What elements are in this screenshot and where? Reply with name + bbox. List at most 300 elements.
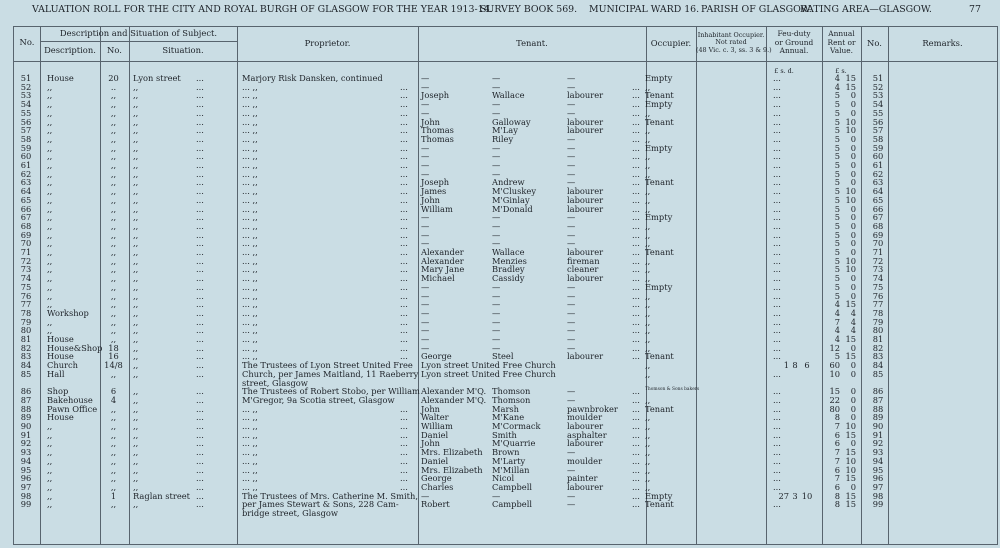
- cell-occ: ,,: [645, 412, 651, 423]
- cell-num: ,,: [110, 464, 117, 475]
- cell-desc: ,,: [47, 429, 53, 440]
- cell-tf: James: [421, 186, 447, 197]
- cell-tf: —: [421, 229, 430, 240]
- cell-rs: 0: [850, 238, 856, 249]
- cell-sit: ,,: [133, 177, 139, 188]
- cell-desc: ,,: [47, 447, 53, 458]
- cell-inh: ...: [773, 125, 781, 136]
- cell-ts: —: [492, 160, 501, 170]
- page-number: 77: [969, 4, 981, 15]
- cell-sit: ,,: [133, 360, 139, 371]
- cell-rno: 72: [872, 255, 884, 266]
- cell-num: ,,: [110, 421, 117, 431]
- cell-td: ...: [632, 281, 640, 292]
- cell-to: —: [567, 212, 576, 223]
- cell-to: —: [567, 220, 576, 231]
- cell-pd: ...: [400, 142, 408, 153]
- col-proprietor: Proprietor.: [304, 38, 351, 48]
- cell-to: fireman: [567, 255, 600, 266]
- cell-prop: ... ,,: [242, 177, 258, 188]
- cell-desc: ,,: [47, 168, 53, 179]
- cell-rs: 0: [850, 160, 856, 170]
- cell-desc: ,,: [47, 90, 53, 101]
- cell-desc: ,,: [47, 133, 53, 144]
- col-description: Description.: [44, 45, 96, 55]
- cell-num: 4: [110, 394, 117, 405]
- cell-occ: ,,: [645, 186, 651, 197]
- cell-prop: The Trustees of Mrs. Catherine M. Smith,: [242, 490, 418, 501]
- cell-no: 71: [20, 247, 32, 257]
- cell-num: ,,: [110, 142, 117, 153]
- cell-dots: ...: [196, 490, 204, 501]
- cell-inh: ...: [773, 273, 781, 284]
- cell-tf: —: [421, 307, 430, 318]
- cell-dots: ...: [196, 403, 204, 414]
- cell-dots: ...: [196, 455, 204, 466]
- cell-tf: Joseph: [421, 90, 450, 101]
- table-row: [0, 370, 1000, 379]
- cell-sit: ,,: [133, 447, 139, 458]
- cell-inh: ...: [773, 299, 781, 310]
- cell-rno: 56: [872, 116, 884, 127]
- cell-rl: 8: [834, 499, 840, 510]
- cell-prop: ... ,,: [242, 247, 258, 257]
- cell-pd: ...: [400, 429, 408, 440]
- cell-occ: ,,: [645, 481, 651, 492]
- cell-to: —: [567, 290, 576, 301]
- cell-ts: —: [492, 73, 501, 83]
- table-row: [0, 205, 1000, 214]
- cell-desc: ,,: [47, 203, 53, 214]
- cell-num: ,,: [110, 290, 117, 301]
- cell-desc: ,,: [47, 212, 53, 223]
- cell-to: labourer: [567, 481, 604, 492]
- cell-prop: ... ,,: [242, 133, 258, 144]
- cell-dots: ...: [196, 316, 204, 327]
- cell-dots: ...: [196, 264, 204, 275]
- cell-num: ,,: [110, 238, 117, 249]
- cell-dots: ...: [196, 412, 204, 423]
- cell-desc: ,,: [47, 473, 53, 484]
- cell-rl: 4: [834, 334, 840, 344]
- cell-rs: 10: [845, 194, 856, 205]
- cell-rno: 51: [872, 73, 884, 83]
- cell-prop: ... ,,: [242, 81, 258, 92]
- cell-to: painter: [567, 473, 598, 484]
- cell-rl: 7: [834, 447, 840, 458]
- cell-ts: M'Ginlay: [492, 194, 530, 205]
- cell-ts: Bradley: [492, 264, 525, 275]
- cell-ts: Galloway: [492, 116, 531, 127]
- cell-num: ,,: [110, 447, 117, 458]
- cell-sit: ,,: [133, 238, 139, 249]
- cell-desc: ,,: [47, 299, 53, 310]
- cell-rs: 10: [845, 464, 856, 475]
- cell-rl: 5: [834, 125, 840, 136]
- cell-rl: 12: [829, 342, 840, 353]
- cell-occ: Empty: [645, 212, 673, 223]
- cell-rs: 10: [845, 116, 856, 127]
- cell-tf: —: [421, 281, 430, 292]
- cell-prop: ... ,,: [242, 125, 258, 136]
- cell-dots: ...: [196, 394, 204, 405]
- cell-pd: ...: [400, 194, 408, 205]
- cell-desc: ,,: [47, 325, 53, 336]
- cell-rl: 5: [834, 194, 840, 205]
- table-row: [0, 91, 1000, 100]
- cell-prop: ... ,,: [242, 351, 258, 362]
- cell-num: 18: [108, 342, 119, 353]
- cell-rno: 73: [872, 264, 884, 275]
- cell-to: pawnbroker: [567, 403, 618, 414]
- cell-desc: ,,: [47, 125, 53, 136]
- cell-tf: —: [421, 342, 430, 353]
- cell-rno: 99: [872, 499, 884, 510]
- cell-tf: —: [421, 220, 430, 231]
- cell-pd: ...: [400, 447, 408, 458]
- cell-pd: ...: [400, 273, 408, 284]
- cell-num: ,,: [110, 273, 117, 284]
- cell-pd: ...: [400, 325, 408, 336]
- table-row: [0, 152, 1000, 161]
- cell-desc: ,,: [47, 99, 53, 110]
- cell-tf: Alexander M'Q.: [421, 394, 487, 405]
- cell-tf: Michael: [421, 273, 455, 284]
- cell-desc: ,,: [47, 281, 53, 292]
- cell-num: ,,: [110, 125, 117, 136]
- cell-rno: 97: [872, 481, 884, 492]
- cell-rs: 15: [845, 334, 856, 344]
- cell-rl: 7: [834, 455, 840, 466]
- cell-ts: Thomson: [492, 394, 531, 405]
- cell-no: 93: [20, 447, 32, 458]
- cell-num: ,,: [110, 499, 117, 510]
- cell-dots: ...: [196, 464, 204, 475]
- cell-to: —: [567, 342, 576, 353]
- cell-td: ...: [632, 160, 640, 170]
- cell-no: 79: [20, 316, 32, 327]
- cell-feu: 27: [778, 490, 789, 501]
- cell-rl: 5: [834, 351, 840, 362]
- cell-prop: ... ,,: [242, 455, 258, 466]
- cell-occ: ,,: [645, 316, 651, 327]
- cell-to: —: [567, 490, 576, 501]
- cell-rl: 4: [834, 307, 840, 318]
- cell-inh: ...: [773, 73, 781, 83]
- cell-rs: 15: [845, 351, 856, 362]
- cell-sit: ,,: [133, 290, 139, 301]
- cell-dots: ...: [196, 212, 204, 223]
- cell-sit: ,,: [133, 412, 139, 423]
- cell-pd: ...: [400, 90, 408, 101]
- cell-ts: Campbell: [492, 499, 533, 510]
- cell-occ: ,,: [645, 125, 651, 136]
- cell-dots: ...: [196, 429, 204, 440]
- cell-rno: 63: [872, 177, 884, 188]
- cell-rs: 10: [845, 421, 856, 431]
- cell-rno: 88: [872, 403, 884, 414]
- cell-pd: ...: [400, 473, 408, 484]
- cell-sit: ,,: [133, 394, 139, 405]
- cell-no: 57: [20, 125, 32, 136]
- cell-to: —: [567, 499, 576, 510]
- table-row: [0, 309, 1000, 318]
- cell-occ: Tenant: [645, 177, 674, 188]
- cell-to: labourer: [567, 421, 604, 431]
- cell-inh: ...: [773, 151, 781, 162]
- cell-td: ...: [632, 447, 640, 458]
- cell-rs: 0: [850, 99, 856, 110]
- cell-td: ...: [632, 490, 640, 501]
- cell-sit: ,,: [133, 194, 139, 205]
- cell-num: ,,: [110, 255, 117, 266]
- cell-ts: —: [492, 316, 501, 327]
- cell-rno: 83: [872, 351, 884, 362]
- cell-num: ,,: [110, 203, 117, 214]
- cell-rno: 59: [872, 142, 884, 153]
- cell-inh: ...: [773, 247, 781, 257]
- cell-td: ...: [632, 90, 640, 101]
- cell-prop: ... ,,: [242, 229, 258, 240]
- cell-tf: John: [421, 116, 441, 127]
- cell-num: ,,: [110, 99, 117, 110]
- cell-dots: ...: [196, 151, 204, 162]
- cell-sit: ,,: [133, 247, 139, 257]
- cell-no: 54: [20, 99, 32, 110]
- cell-occ: ,,: [645, 429, 651, 440]
- cell-num: ,,: [110, 307, 117, 318]
- cell-ts: —: [492, 220, 501, 231]
- cell-td: ...: [632, 186, 640, 197]
- cell-prop: ... ,,: [242, 212, 258, 223]
- cell-ts: Wallace: [492, 90, 525, 101]
- cell-prop: ... ,,: [242, 307, 258, 318]
- cell-td: ...: [632, 142, 640, 153]
- cell-tf: Robert: [421, 499, 450, 510]
- cell-dots: ...: [196, 438, 204, 449]
- cell-tf: John: [421, 403, 441, 414]
- cell-ts: Andrew: [492, 177, 525, 188]
- cell-tf: —: [421, 490, 430, 501]
- cell-dots: ...: [196, 186, 204, 197]
- cell-no: 90: [20, 421, 32, 431]
- cell-rl: 5: [834, 255, 840, 266]
- cell-dots: ...: [196, 81, 204, 92]
- cell-prop: ... ,,: [242, 255, 258, 266]
- cell-rl: 6: [834, 438, 840, 449]
- cell-td: ...: [632, 455, 640, 466]
- cell-inh: ...: [773, 212, 781, 223]
- cell-rno: 58: [872, 133, 884, 144]
- cell-to: —: [567, 299, 576, 310]
- cell-occ: ,,: [645, 255, 651, 266]
- cell-no: 88: [20, 403, 32, 414]
- cell-sit: ,,: [133, 281, 139, 292]
- cell-to: labourer: [567, 186, 604, 197]
- cell-td: ...: [632, 334, 640, 344]
- cell-td: ...: [632, 255, 640, 266]
- col-inhabitant-occupier: Inhabitant Occupier. Not rated (48 Vic. c. 3, ss. 3 & 9.): [696, 31, 772, 54]
- cell-td: ...: [632, 316, 640, 327]
- cell-rno: 60: [872, 151, 884, 162]
- cell-desc: ,,: [47, 455, 53, 466]
- cell-to: —: [567, 168, 576, 179]
- cell-no: 82: [20, 342, 32, 353]
- cell-dots: ...: [196, 499, 204, 510]
- cell-dots: ...: [196, 116, 204, 127]
- cell-rs: 15: [845, 499, 856, 510]
- cell-rs: 0: [850, 212, 856, 223]
- cell-pd: ...: [400, 464, 408, 475]
- cell-prop: ... ,,: [242, 473, 258, 484]
- table-row: [0, 100, 1000, 109]
- cell-desc: ,,: [47, 238, 53, 249]
- cell-rl: 7: [834, 316, 840, 327]
- cell-pd: ...: [400, 247, 408, 257]
- cell-td: ...: [632, 151, 640, 162]
- cell-td: ...: [632, 342, 640, 353]
- cell-sit: ,,: [133, 133, 139, 144]
- cell-prop: ... ,,: [242, 342, 258, 353]
- cell-rno: 76: [872, 290, 884, 301]
- cell-td: ...: [632, 264, 640, 275]
- cell-rl: 60: [829, 360, 840, 371]
- cell-num: ,,: [110, 116, 117, 127]
- cell-no: 85: [20, 368, 32, 379]
- cell-num: ,,: [110, 281, 117, 292]
- cell-occ: ,,: [645, 133, 651, 144]
- cell-no: 89: [20, 412, 32, 423]
- cell-prop: ... ,,: [242, 238, 258, 249]
- cell-rl: 5: [834, 238, 840, 249]
- cell-td: ...: [632, 386, 640, 397]
- cell-rs: 0: [850, 281, 856, 292]
- cell-prop: ... ,,: [242, 447, 258, 458]
- cell-dots: ...: [196, 299, 204, 310]
- cell-inh: ...: [773, 290, 781, 301]
- cell-dots: ...: [196, 107, 204, 118]
- cell-desc: ,,: [47, 160, 53, 170]
- cell-num: ,,: [110, 194, 117, 205]
- cell-pd: ...: [400, 307, 408, 318]
- cell-to: cleaner: [567, 264, 599, 275]
- cell-ts: Nicol: [492, 473, 515, 484]
- municipal-ward: MUNICIPAL WARD 16.: [589, 4, 700, 15]
- cell-desc: ,,: [47, 177, 53, 188]
- cell-no: 98: [20, 490, 32, 501]
- cell-sit: ,,: [133, 403, 139, 414]
- cell-rno: 80: [872, 325, 884, 336]
- cell-no: 87: [20, 394, 32, 405]
- cell-no: 73: [20, 264, 32, 275]
- cell-ts: —: [492, 290, 501, 301]
- cell-to: —: [567, 238, 576, 249]
- cell-td: ...: [632, 403, 640, 414]
- cell-pd: ...: [400, 186, 408, 197]
- cell-no: 86: [20, 386, 32, 397]
- table-row: [0, 161, 1000, 170]
- cell-occ: ,,: [645, 229, 651, 240]
- cell-tf: Alexander: [421, 247, 464, 257]
- col-situation: Situation.: [162, 45, 204, 55]
- cell-td: ...: [632, 220, 640, 231]
- cell-occ: ,,: [645, 264, 651, 275]
- cell-no: 99: [20, 499, 32, 510]
- cell-prop: ... ,,: [242, 273, 258, 284]
- cell-no: 74: [20, 273, 32, 284]
- cell-occ: Empty: [645, 490, 673, 501]
- cell-rl: 8: [834, 412, 840, 423]
- cell-rs: 4: [850, 307, 856, 318]
- cell-sit: Lyon street: [133, 73, 181, 83]
- cell-dots: ...: [196, 220, 204, 231]
- cell-to: —: [567, 81, 576, 92]
- cell-desc: Pawn Office: [47, 403, 98, 414]
- cell-dots: ...: [196, 273, 204, 284]
- cell-prop: ... ,,: [242, 464, 258, 475]
- cell-occ: ,,: [645, 168, 651, 179]
- cell-desc: ,,: [47, 290, 53, 301]
- cell-prop: ... ,,: [242, 168, 258, 179]
- cell-rno: 77: [872, 299, 884, 310]
- cell-rl: 5: [834, 99, 840, 110]
- cell-rs: 0: [850, 273, 856, 284]
- cell-no: 97: [20, 481, 32, 492]
- cell-prop: ... ,,: [242, 90, 258, 101]
- cell-desc: ,,: [47, 116, 53, 127]
- cell-rs: 0: [850, 229, 856, 240]
- cell-rl: 5: [834, 133, 840, 144]
- cell-tf: —: [421, 168, 430, 179]
- cell-desc: ,,: [47, 499, 53, 510]
- cell-occ: Empty: [645, 73, 673, 83]
- cell-no: 63: [20, 177, 32, 188]
- cell-no: 58: [20, 133, 32, 144]
- cell-sit: ,,: [133, 255, 139, 266]
- col-no: No.: [19, 37, 35, 47]
- cell-occ: ,,: [645, 273, 651, 284]
- cell-desc: House: [47, 73, 74, 83]
- cell-no: 77: [20, 299, 32, 310]
- cell-num: ,,: [110, 107, 117, 118]
- cell-no: 52: [20, 81, 32, 92]
- cell-no: 55: [20, 107, 32, 118]
- cell-num: ,,: [110, 316, 117, 327]
- cell-rl: 8: [834, 490, 840, 501]
- cell-sit: ,,: [133, 351, 139, 362]
- cell-prop: ... ,,: [242, 403, 258, 414]
- cell-rno: 54: [872, 99, 884, 110]
- cell-rl: 6: [834, 481, 840, 492]
- cell-prop: per James Stewart & Sons, 228 Cam-: [242, 499, 399, 510]
- cell-ts: —: [492, 342, 501, 353]
- cell-to: —: [567, 334, 576, 344]
- cell-desc: ,,: [47, 151, 53, 162]
- cell-prop: ... ,,: [242, 194, 258, 205]
- cell-pd: ...: [400, 281, 408, 292]
- cell-inh: ...: [773, 281, 781, 292]
- cell-rl: 5: [834, 281, 840, 292]
- cell-ts: M'Larty: [492, 455, 526, 466]
- cell-occ: ,,: [645, 325, 651, 336]
- cell-num: ,,: [110, 220, 117, 231]
- cell-feu3: 10: [801, 490, 813, 501]
- cell-rs: 10: [845, 125, 856, 136]
- cell-rl: 5: [834, 203, 840, 214]
- cell-no: 83: [20, 351, 32, 362]
- cell-occ: ,,: [645, 438, 651, 449]
- cell-td: ...: [632, 194, 640, 205]
